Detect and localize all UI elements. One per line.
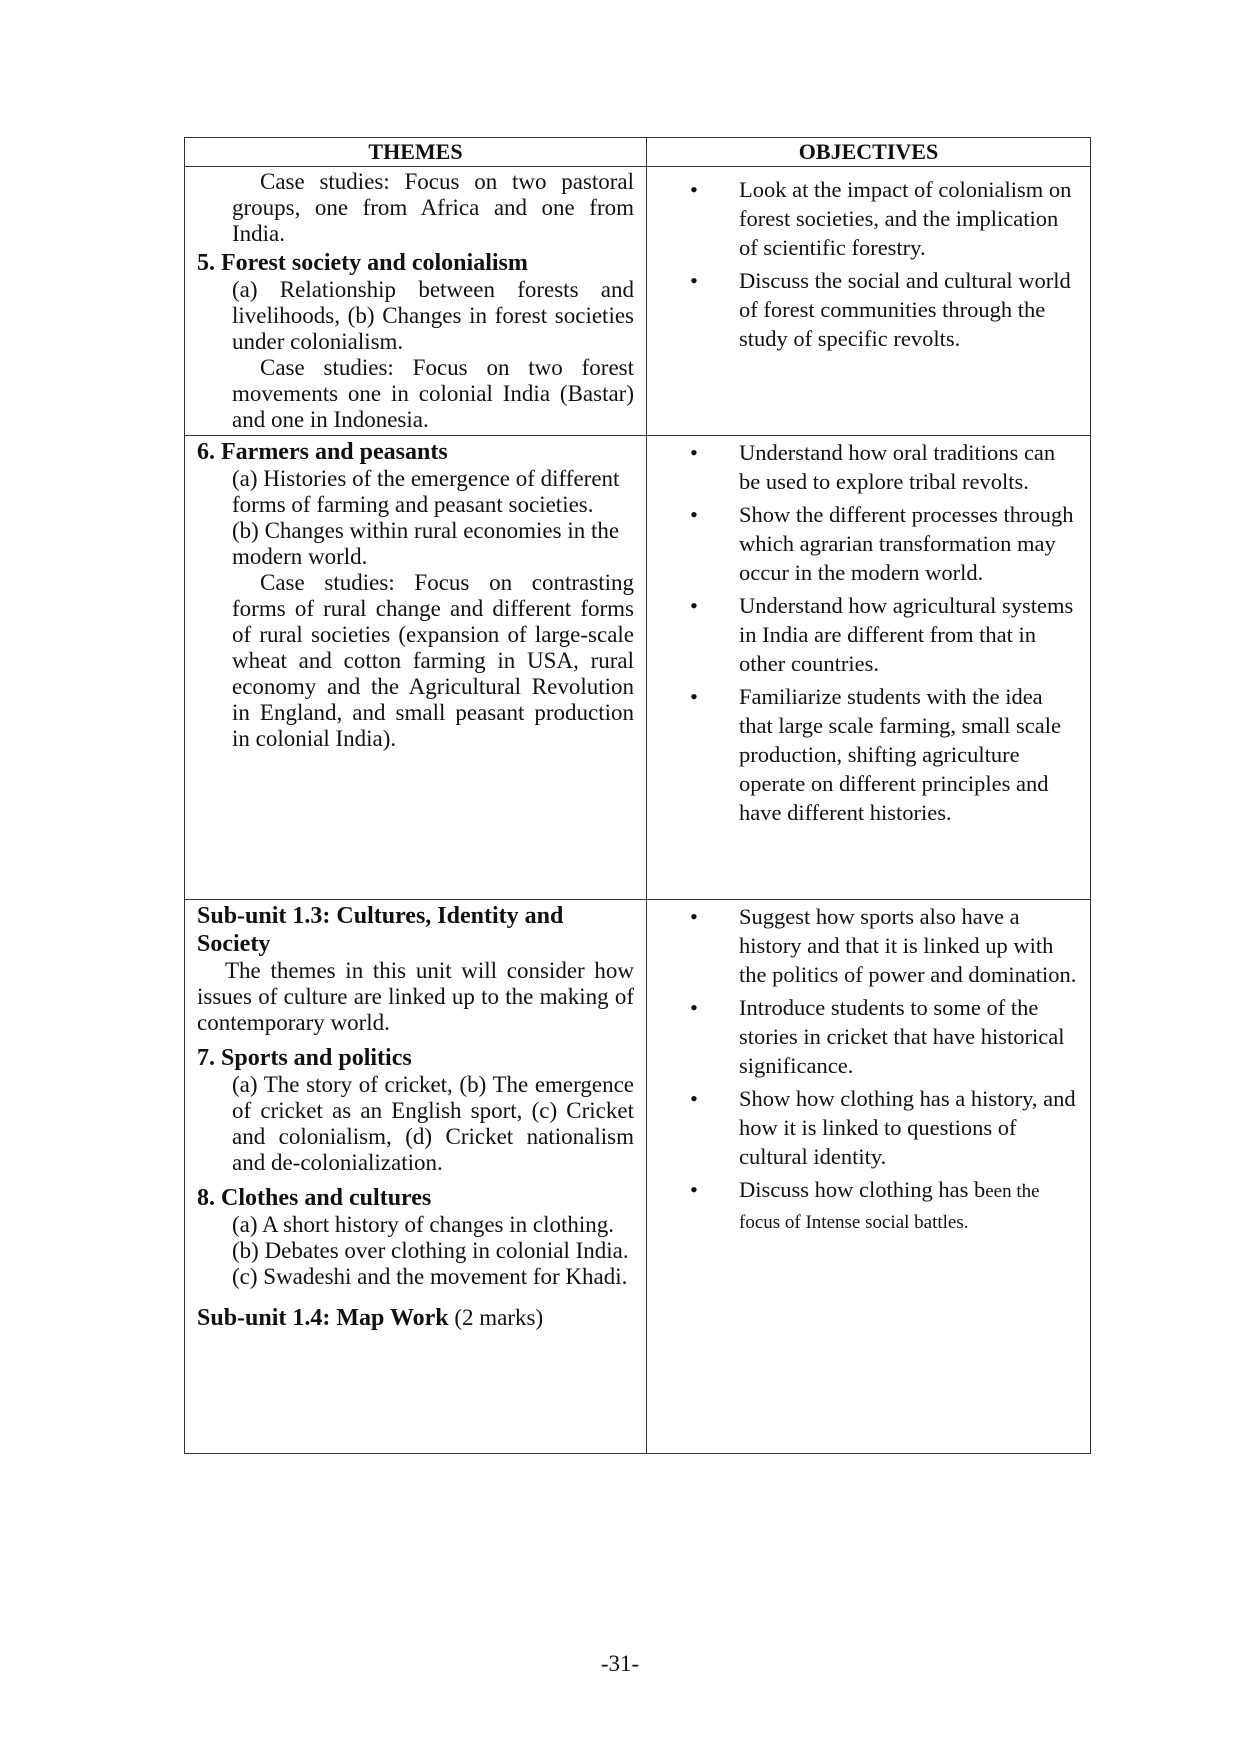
bullet-icon: • (690, 904, 698, 929)
objectives-list (687, 175, 1080, 353)
list-item: • Suggest how sports also have a history and that it is linked up with the politics of power and domination. (687, 902, 1080, 989)
themes-cell (185, 436, 647, 900)
objectives-cell (647, 436, 1091, 900)
list-item: • Understand how agricultural systems in India are different from that in other countries. (687, 591, 1080, 678)
themes-header: THEMES (185, 138, 647, 167)
bullet-icon: • (690, 440, 698, 465)
bullet-icon: • (690, 177, 698, 202)
objectives-cell (647, 900, 1091, 1454)
farmers-subtopic-a: (a) Histories of the emergence of different forms of farming and peasant societies. (232, 466, 620, 517)
list-item: • Show how clothing has a history, and how it is linked to questions of cultural identity. (687, 1084, 1080, 1171)
list-item: • Look at the impact of colonialism on forest societies, and the implication of scientific forestry. (687, 175, 1080, 262)
page-number: -31- (600, 1651, 640, 1676)
list-item: • Understand how oral traditions can be used to explore tribal revolts. (687, 438, 1080, 496)
theme-title-sports: 7. Sports and politics (197, 1045, 412, 1071)
sports-topics: (a) The story of cricket, (b) The emergence of cricket as an English sport, (c) Cricket and colonialism, (d) Cricket nationalism and de-colonialization. (232, 1072, 634, 1175)
forest-case-study: Case studies: Focus on two forest movements one in colonial India (Bastar) and one in Indonesia. (232, 355, 634, 432)
table-row (185, 436, 1091, 900)
map-work-marks: (2 marks) (454, 1305, 544, 1330)
farmers-subtopic-b: (b) Changes within rural economies in the modern world. (232, 518, 620, 569)
map-work-line (197, 1304, 634, 1332)
subunit-title-cultures: Sub-unit 1.3: Cultures, Identity and Society (197, 903, 564, 957)
table-header-row (185, 138, 1091, 167)
forest-subtopics: (a) Relationship between forests and livelihoods, (b) Changes in forest societies under colonialism. (232, 277, 634, 354)
bullet-icon: • (690, 502, 698, 527)
bullet-icon: • (690, 593, 698, 618)
small-print-tail: een the focus of Intense social battles. (739, 1181, 1040, 1233)
syllabus-table (184, 137, 1091, 1454)
clothes-topic-a: (a) A short history of changes in clothing. (232, 1212, 614, 1237)
farmers-case-study: Case studies: Focus on contrasting forms of rural change and different forms of rural societies (expansion of large-scale wheat and cotton farming in USA, rural economy and the Agricultural Revolution in England, and small peasant production in colonial India). (232, 570, 634, 751)
clothes-topic-c: (c) Swadeshi and the movement for Khadi. (232, 1264, 628, 1289)
table-row (185, 167, 1091, 436)
objectives-header: OBJECTIVES (647, 138, 1091, 167)
objectives-list (687, 902, 1080, 1237)
list-item: • Introduce students to some of the stories in cricket that have historical significance. (687, 993, 1080, 1080)
bullet-icon: • (690, 1086, 698, 1111)
map-work-title: Sub-unit 1.4: Map Work (197, 1305, 449, 1331)
objectives-list (687, 438, 1080, 827)
list-item: • Discuss how clothing has been the focus of Intense social battles. (687, 1175, 1080, 1237)
list-item: • Show the different processes through which agrarian transformation may occur in the modern world. (687, 500, 1080, 587)
theme-title-forest: 5. Forest society and colonialism (197, 250, 528, 276)
theme-title-farmers: 6. Farmers and peasants (197, 439, 448, 465)
themes-cell (185, 900, 647, 1454)
table-row (185, 900, 1091, 1454)
cultures-intro: The themes in this unit will consider how issues of culture are linked up to the making of contemporary world. (197, 958, 634, 1035)
bullet-icon: • (690, 684, 698, 709)
bullet-icon: • (690, 995, 698, 1020)
objectives-cell (647, 167, 1091, 436)
themes-cell (185, 167, 647, 436)
list-item: • Discuss the social and cultural world of forest communities through the study of specific revolts. (687, 266, 1080, 353)
pastoral-case-study: Case studies: Focus on two pastoral groups, one from Africa and one from India. (232, 169, 634, 246)
clothes-topic-b: (b) Debates over clothing in colonial India. (232, 1238, 629, 1263)
bullet-icon: • (690, 268, 698, 293)
list-item: • Familiarize students with the idea that large scale farming, small scale production, shifting agriculture operate on different principles and have different histories. (687, 682, 1080, 827)
theme-title-clothes: 8. Clothes and cultures (197, 1185, 432, 1211)
bullet-icon: • (690, 1177, 698, 1202)
